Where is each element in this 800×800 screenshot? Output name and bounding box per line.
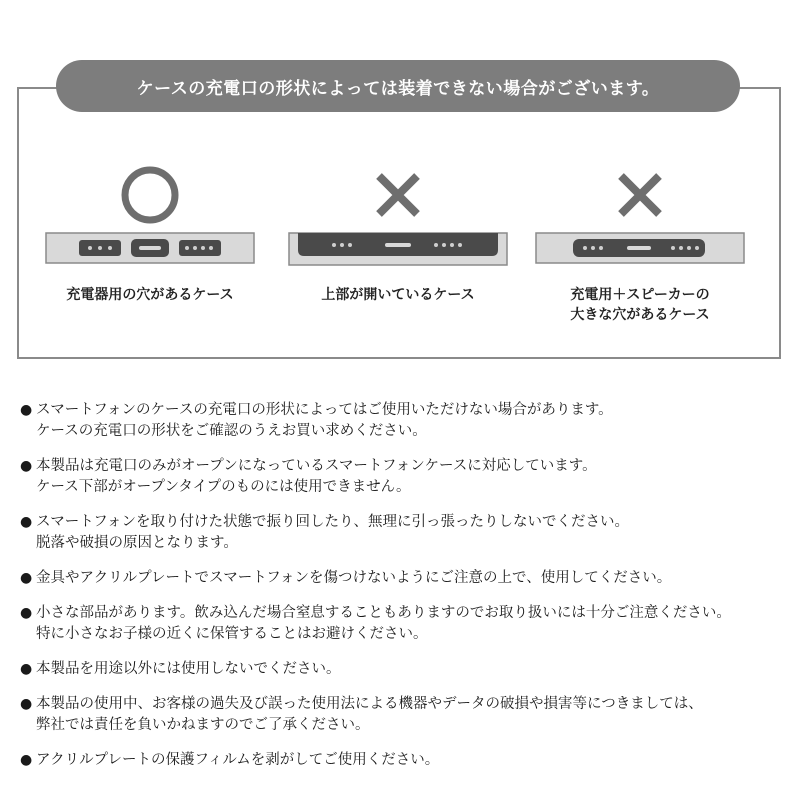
list-item: ● 小さな部品があります。飲み込んだ場合窒息することもありますのでお取り扱いには十分ご注意ください。 特に小さなお子様の近くに保管することはお避けください。 bbox=[20, 603, 790, 645]
list-item: ● アクリルプレートの保護フィルムを剥がしてご使用ください。 bbox=[20, 750, 790, 771]
list-item: ● 金具やアクリルプレートでスマートフォンを傷つけないようにご注意の上で、使用してください。 bbox=[20, 568, 790, 589]
ng-cross-icon bbox=[520, 165, 760, 225]
case-example-charger-hole bbox=[30, 165, 270, 303]
case-example-open-top bbox=[278, 165, 518, 303]
bullet: ● bbox=[20, 696, 33, 712]
bullet: ● bbox=[20, 458, 33, 474]
ok-circle-icon bbox=[30, 165, 270, 225]
bullet: ● bbox=[20, 570, 33, 586]
list-item: ● 本製品を用途以外には使用しないでください。 bbox=[20, 659, 790, 680]
bullet: ● bbox=[20, 605, 33, 621]
bullet: ● bbox=[20, 752, 33, 768]
list-item: ● スマートフォンのケースの充電口の形状によってはご使用いただけない場合があります。 ケースの充電口の形状をご確認のうえお買い求めください。 bbox=[20, 400, 790, 442]
bullet: ● bbox=[20, 514, 33, 530]
ng-cross-icon bbox=[278, 165, 518, 225]
warning-banner bbox=[56, 60, 740, 112]
caution-notes bbox=[20, 400, 790, 785]
case-caption: 充電器用の穴があるケース bbox=[66, 287, 234, 303]
case-bottom-illustration bbox=[45, 232, 255, 268]
case-example-large-hole bbox=[520, 165, 760, 323]
case-caption: 充電用＋スピーカーの 大きな穴があるケース bbox=[570, 287, 710, 323]
case-caption: 上部が開いているケース bbox=[321, 287, 475, 303]
list-item: ● スマートフォンを取り付けた状態で振り回したり、無理に引っ張ったりしないでください。 脱落や破損の原因となります。 bbox=[20, 512, 790, 554]
case-bottom-illustration bbox=[535, 232, 745, 268]
bullet: ● bbox=[20, 661, 33, 677]
case-bottom-illustration bbox=[288, 232, 508, 270]
list-item: ● 本製品の使用中、お客様の過失及び誤った使用法による機器やデータの破損や損害等につきましては、 弊社では責任を負いかねますのでご了承ください。 bbox=[20, 694, 790, 736]
list-item: ● 本製品は充電口のみがオープンになっているスマートフォンケースに対応しています。 ケース下部がオープンタイプのものには使用できません。 bbox=[20, 456, 790, 498]
banner-text: ケースの充電口の形状によっては装着できない場合がございます。 bbox=[136, 78, 660, 99]
bullet: ● bbox=[20, 402, 33, 418]
